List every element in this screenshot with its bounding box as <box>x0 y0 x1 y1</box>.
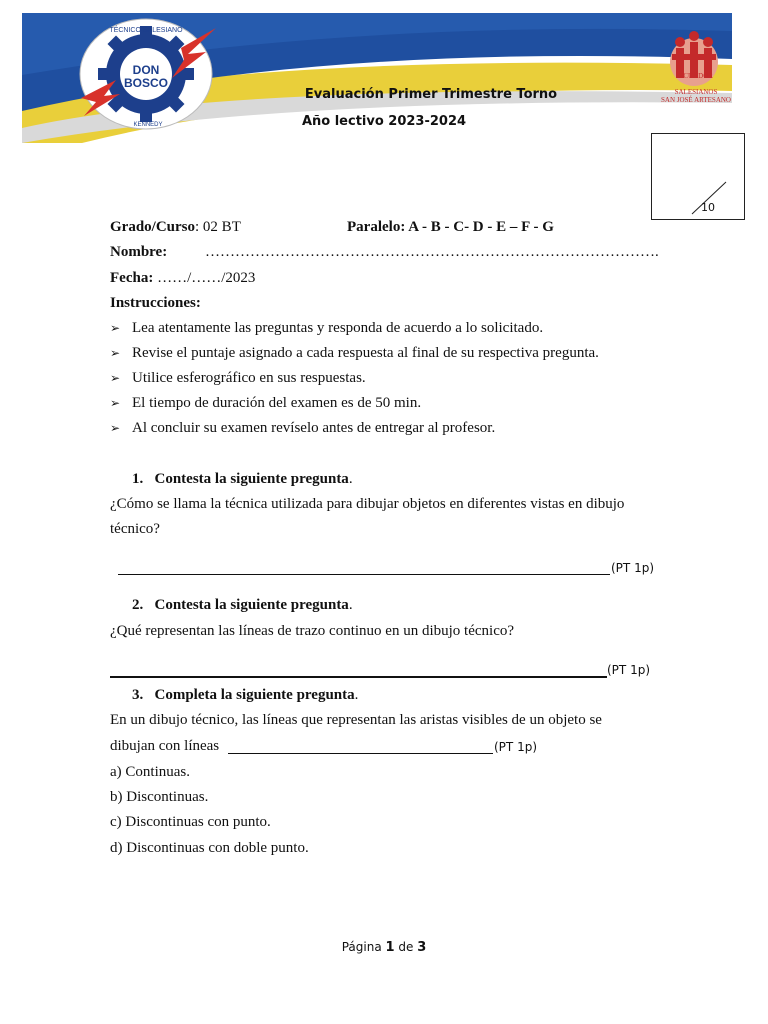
footer-current-page: 1 <box>385 940 395 955</box>
question-1-points: (PT 1p) <box>611 561 654 575</box>
instructions-title: Instrucciones: <box>110 295 201 311</box>
footer-prefix: Página <box>341 940 382 954</box>
grade-box <box>651 133 745 220</box>
question-2-title: 2. Contesta la siguiente pregunta. <box>132 597 353 613</box>
question-1-text-cont: técnico? <box>110 521 160 537</box>
school-year: Año lectivo 2023-2024 <box>301 114 467 129</box>
question-1-title: 1. Contesta la siguiente pregunta. <box>132 471 353 487</box>
question-2-answer-line[interactable] <box>110 676 607 678</box>
question-3-points: (PT 1p) <box>494 740 537 754</box>
instruction-item: ➢ Utilice esferográfico en sus respuestas. <box>110 370 366 386</box>
grade-slash <box>652 134 744 219</box>
logo-bosco-text: BOSCO <box>123 76 169 90</box>
exam-title: Evaluación Primer Trimestre Torno <box>304 87 558 102</box>
question-3-option-c: c) Discontinuas con punto. <box>110 814 271 830</box>
footer-middle: de <box>398 940 414 954</box>
question-3-title: 3. Completa la siguiente pregunta. <box>132 687 359 703</box>
salesianos-name-text: SALESIANOS <box>674 88 718 96</box>
arrow-bullet-icon: ➢ <box>110 321 121 335</box>
arrow-bullet-icon: ➢ <box>110 371 121 385</box>
question-3-option-d: d) Discontinuas con doble punto. <box>110 840 309 856</box>
question-3-text-cont: dibujan con líneas <box>110 738 220 754</box>
question-3-option-a: a) Continuas. <box>110 764 190 780</box>
logo-top-text: TÉCNICO SALESIANO <box>109 27 183 34</box>
fecha-value: ……/……/2023 <box>153 270 256 286</box>
arrow-bullet-icon: ➢ <box>110 421 121 435</box>
instruction-item: ➢ Al concluir su examen revíselo antes de entregar al profesor. <box>110 420 496 436</box>
fecha-label: Fecha: <box>110 270 154 286</box>
logo-bottom-text: KENNEDY <box>133 122 163 128</box>
instruction-item: ➢ Lea atentamente las preguntas y responda de acuerdo a lo solicitado. <box>110 320 544 336</box>
footer-total-pages: 3 <box>417 940 427 955</box>
fecha-field <box>110 270 255 287</box>
arrow-bullet-icon: ➢ <box>110 396 121 410</box>
grado-label: Grado/Curso <box>110 219 196 235</box>
grado-value: : 02 BT <box>195 219 241 235</box>
nombre-dots: ………………………………………………………………………………. <box>205 244 659 260</box>
nombre-label: Nombre: <box>110 244 168 260</box>
question-2-text: ¿Qué representan las líneas de trazo continuo en un dibujo técnico? <box>110 623 515 639</box>
salesianos-school-text: SAN JOSÉ ARTESANO <box>661 96 731 104</box>
instruction-item: ➢ Revise el puntaje asignado a cada respuesta al final de su respectiva pregunta. <box>110 345 599 361</box>
question-3-option-b: b) Discontinuas. <box>110 789 209 805</box>
grade-max: 10 <box>701 201 715 214</box>
question-2-points: (PT 1p) <box>607 663 650 677</box>
arrow-bullet-icon: ➢ <box>110 346 121 360</box>
nombre-field <box>110 244 167 261</box>
logo-don-text: DON <box>132 63 160 77</box>
page-footer <box>0 940 768 955</box>
salesianos-ecuador-text: ECUADOR <box>679 72 713 80</box>
instruction-item: ➢ El tiempo de duración del examen es de 50 min. <box>110 395 422 411</box>
grado-curso-field <box>110 219 241 236</box>
question-3-text: En un dibujo técnico, las líneas que representan las aristas visibles de un objeto se <box>110 712 602 728</box>
paralelo-field: Paralelo: A - B - C- D - E – F - G <box>347 219 554 235</box>
question-1-text: ¿Cómo se llama la técnica utilizada para dibujar objetos en diferentes vistas en dibujo <box>110 496 625 512</box>
question-3-answer-line[interactable] <box>228 753 493 754</box>
question-1-answer-line[interactable] <box>118 574 610 575</box>
